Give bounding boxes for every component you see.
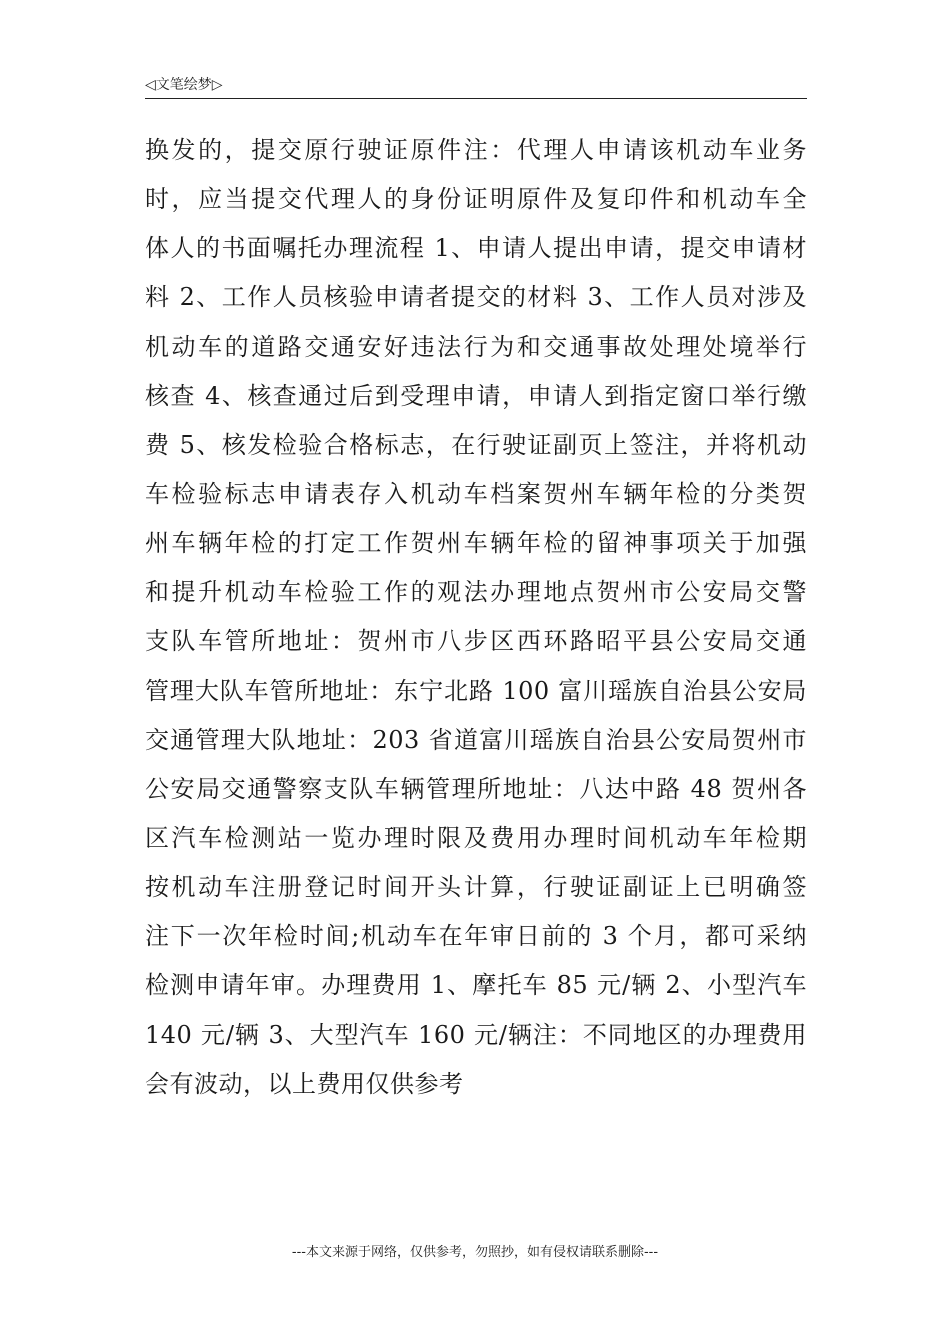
body-line: 费 5、核发检验合格标志，在行驶证副页上签注，并将机动 [145, 430, 807, 459]
body-line: 和提升机动车检验工作的观法办理地点贺州市公安局交警 [145, 578, 807, 607]
header-title: ◁文笔绘梦▷ [145, 77, 223, 93]
body-line: 会有波动，以上费用仅供参考 [145, 1069, 464, 1098]
body-line: 区汽车检测站一览办理时限及费用办理时间机动车年检期 [145, 823, 807, 852]
body-line: 核查 4、核查通过后到受理申请，申请人到指定窗口举行缴 [145, 381, 807, 410]
body-line: 州车辆年检的打定工作贺州车辆年检的留神事项关于加强 [145, 529, 807, 558]
page-footer: ---本文来源于网络，仅供参考，勿照抄，如有侵权请联系删除--- [291, 1245, 659, 1260]
body-line: 检测申请年审。办理费用 1、摩托车 85 元/辆 2、小型汽车 [145, 971, 807, 1000]
body-line: 体人的书面嘱托办理流程 1、申请人提出申请，提交申请材 [145, 234, 807, 263]
body-line: 交通管理大队地址：203 省道富川瑶族自治县公安局贺州市 [145, 725, 807, 754]
document-body [145, 126, 807, 1109]
body-line: 料 2、工作人员核验申请者提交的材料 3、工作人员对涉及 [145, 283, 807, 312]
body-line: 车检验标志申请表存入机动车档案贺州车辆年检的分类贺 [145, 479, 807, 508]
body-line: 支队车管所地址：贺州市八步区西环路昭平县公安局交通 [145, 627, 807, 656]
body-line: 时，应当提交代理人的身份证明原件及复印件和机动车全 [145, 185, 807, 214]
body-line: 管理大队车管所地址：东宁北路 100 富川瑶族自治县公安局 [145, 676, 807, 705]
body-line: 按机动车注册登记时间开头计算，行驶证副证上已明确签 [145, 873, 807, 902]
body-line: 公安局交通警察支队车辆管理所地址：八达中路 48 贺州各 [145, 774, 807, 803]
body-line: 140 元/辆 3、大型汽车 160 元/辆注：不同地区的办理费用 [145, 1020, 807, 1049]
body-line: 换发的，提交原行驶证原件注：代理人申请该机动车业务 [145, 136, 807, 164]
page-header [145, 70, 807, 99]
body-line: 注下一次年检时间;机动车在年审日前的 3 个月，都可采纳 [145, 922, 807, 951]
body-line: 机动车的道路交通安好违法行为和交通事故处理处境举行 [145, 332, 807, 361]
